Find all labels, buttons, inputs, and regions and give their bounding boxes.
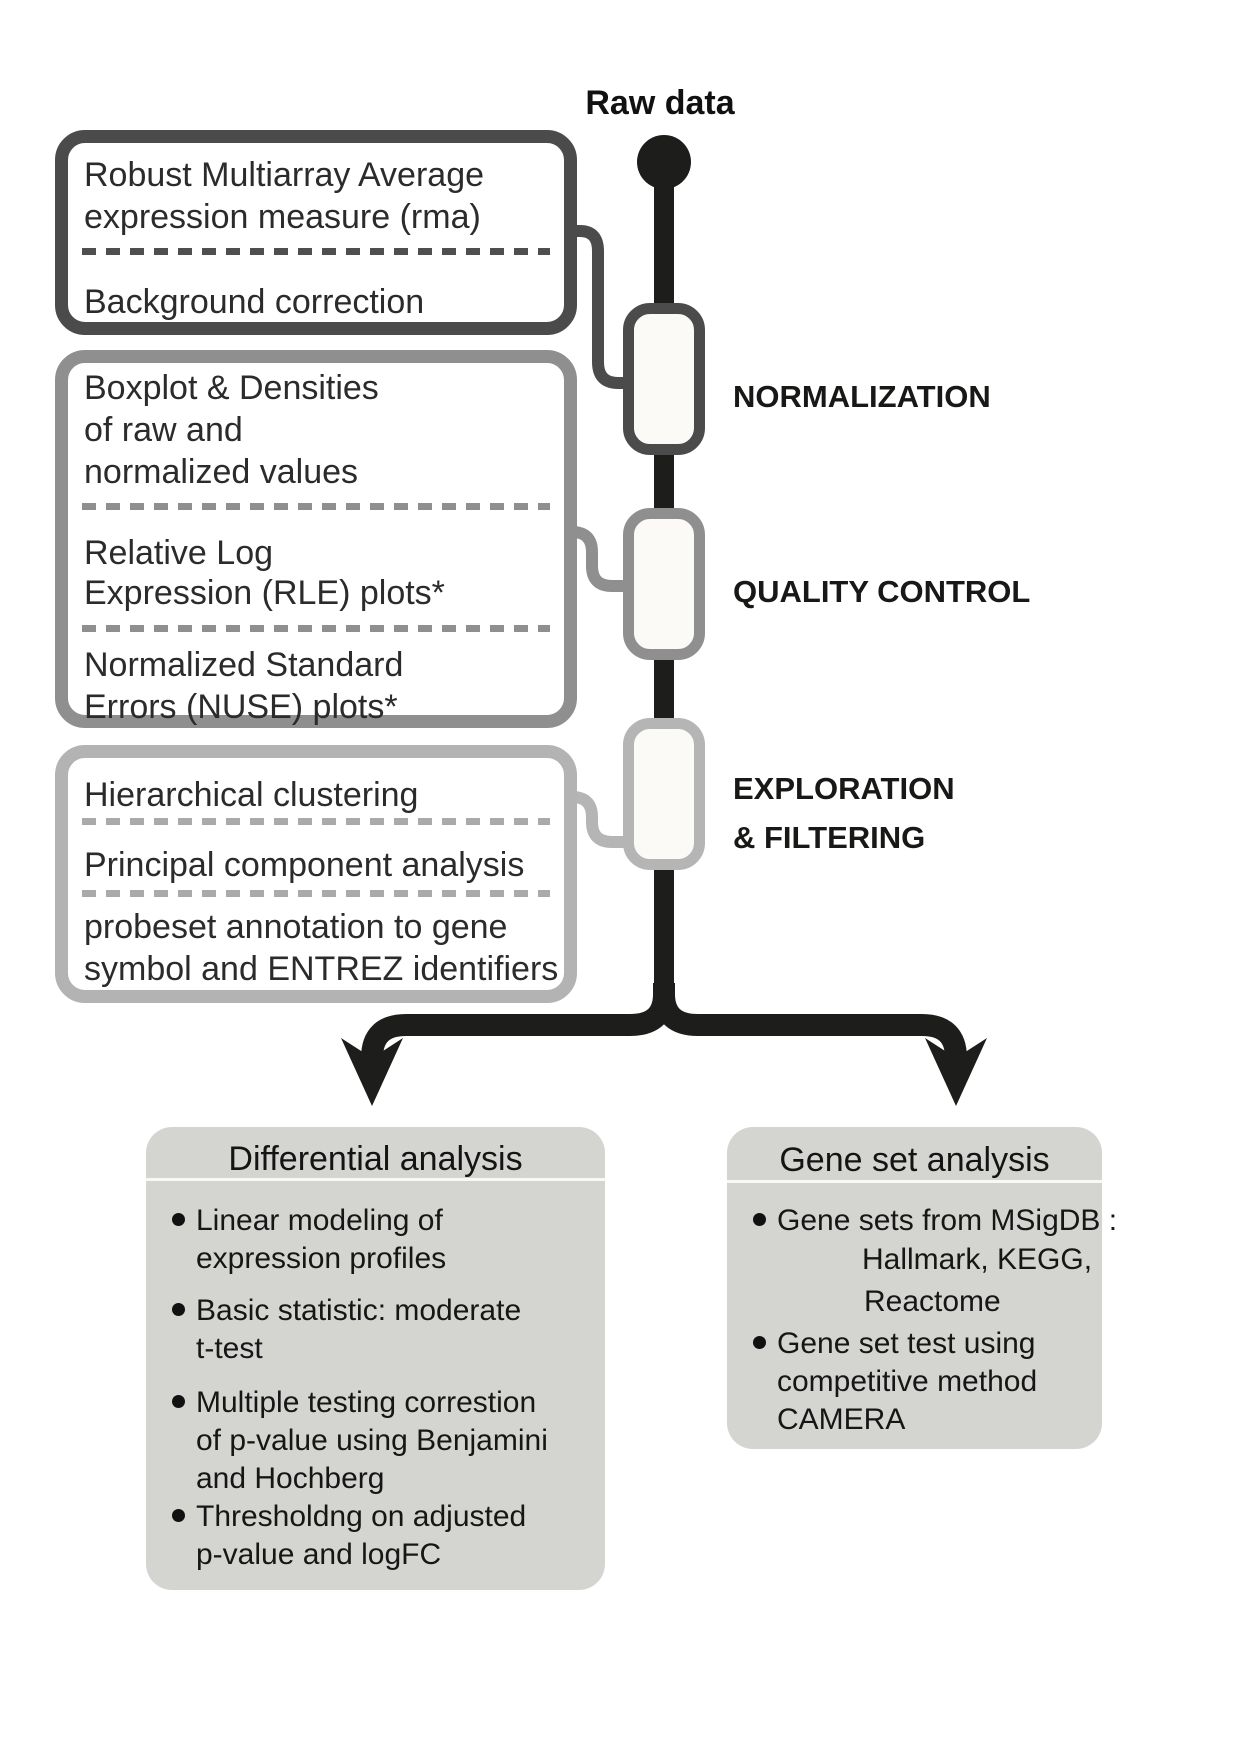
stage-label-exploration-line1: EXPLORATION	[733, 771, 955, 806]
bullet-line: Thresholdng on adjusted	[196, 1500, 527, 1533]
step-text: Background correction	[84, 283, 425, 321]
dashed-divider	[82, 890, 550, 897]
bullet-line: competitive method	[777, 1365, 1038, 1398]
step-text: Relative Log	[84, 534, 274, 572]
analysis-box-title: Gene set analysis	[779, 1141, 1050, 1179]
bullet-dot	[172, 1213, 185, 1226]
bullet-line: t-test	[196, 1332, 263, 1365]
bullet-dot	[753, 1336, 766, 1349]
bullet-dot	[753, 1213, 766, 1226]
dashed-divider	[82, 248, 550, 255]
bullet-line: Linear modeling of	[196, 1204, 443, 1237]
bullet-line: of p-value using Benjamini	[196, 1424, 548, 1457]
stage-node-exploration	[623, 718, 705, 870]
bullet-line: expression profiles	[196, 1242, 447, 1275]
analysis-box-gene-set	[727, 1127, 1118, 1449]
step-text: probeset annotation to gene	[84, 908, 508, 946]
stage-label-quality-control: QUALITY CONTROL	[733, 574, 1031, 609]
step-text: symbol and ENTREZ identifiers	[84, 950, 559, 988]
bullet-line: Reactome	[864, 1285, 1001, 1318]
bullet-line: Gene set test using	[777, 1327, 1036, 1360]
bullet-line: CAMERA	[777, 1403, 906, 1436]
analysis-box-title: Differential analysis	[228, 1140, 523, 1178]
step-text: Errors (NUSE) plots*	[84, 688, 398, 726]
step-box-normalization	[55, 130, 577, 335]
stage-node-normalization	[623, 303, 705, 455]
bullet-line: Gene sets from MSigDB :	[777, 1204, 1118, 1237]
title-separator	[727, 1180, 1102, 1183]
step-text: Expression (RLE) plots*	[84, 574, 445, 612]
stage-label-normalization: NORMALIZATION	[733, 379, 991, 414]
bullet-line: Multiple testing correstion	[196, 1386, 537, 1419]
step-text: expression measure (rma)	[84, 198, 481, 236]
step-box-exploration	[55, 745, 577, 1003]
dashed-divider	[82, 818, 550, 825]
raw-data-node-dot	[637, 135, 691, 189]
step-text: Boxplot & Densities	[84, 369, 379, 407]
bullet-dot	[172, 1395, 185, 1408]
bullet-line: Basic statistic: moderate	[196, 1294, 522, 1327]
step-text: of raw and	[84, 411, 243, 449]
dashed-divider	[82, 503, 550, 510]
bullet-dot	[172, 1303, 185, 1316]
step-box-quality-control	[55, 350, 577, 728]
step-text: Principal component analysis	[84, 846, 525, 884]
raw-data-label: Raw data	[585, 84, 735, 122]
stage-node-quality-control	[623, 508, 705, 660]
step-text: Hierarchical clustering	[84, 776, 419, 814]
bullet-dot	[172, 1509, 185, 1522]
title-separator	[146, 1178, 605, 1181]
stage-label-exploration-line2: & FILTERING	[733, 820, 926, 855]
bullet-line: p-value and logFC	[196, 1538, 442, 1571]
step-text: Normalized Standard	[84, 646, 404, 684]
bullet-line: Hallmark, KEGG,	[862, 1243, 1093, 1276]
analysis-box-differential	[146, 1127, 605, 1590]
step-text: normalized values	[84, 453, 359, 491]
fork-branch-right	[664, 983, 956, 1062]
bullet-line: and Hochberg	[196, 1462, 385, 1495]
step-text: Robust Multiarray Average	[84, 156, 485, 194]
dashed-divider	[82, 625, 550, 632]
